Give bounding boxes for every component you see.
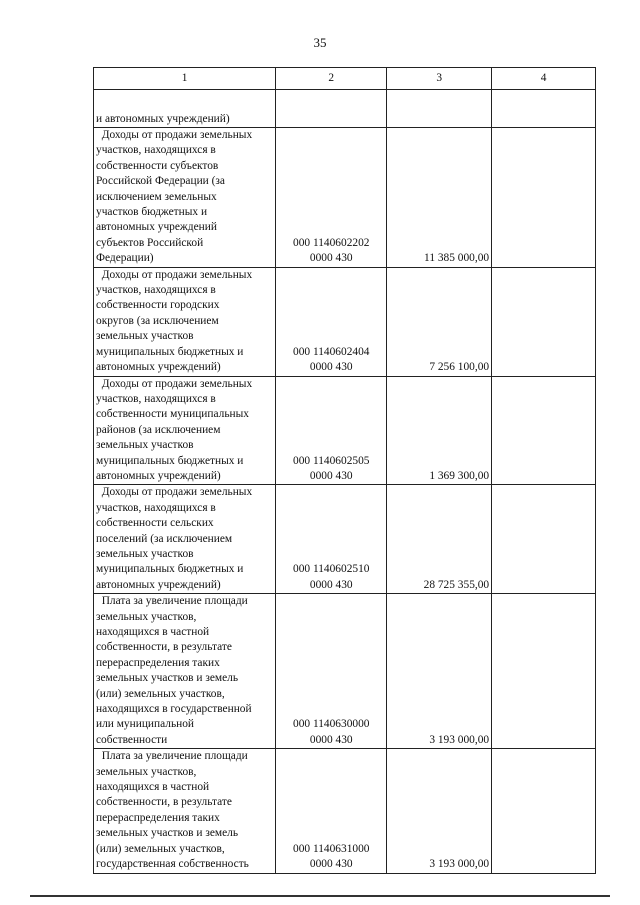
table-row [94, 594, 596, 749]
column-header-2: 2 [276, 68, 387, 90]
row-description: Доходы от продажи земельных участков, находящихся в собственности субъектов Российской Федерации (за исключением земельных участков бюджетных и автономных учреждений субъектов Российской Федерации) [94, 128, 276, 268]
row-amount: 3 193 000,00 [387, 594, 492, 749]
table-row [94, 749, 596, 873]
row-description: Плата за увеличение площади земельных участков, находящихся в частной собственности, в результате перераспределения таких земельных участков и земель (или) земельных участков, находящихся в государственной или муниципальной собственности [94, 594, 276, 749]
revenue-table [93, 67, 596, 874]
row-code: 000 1140602510 0000 430 [276, 485, 387, 594]
row-col4 [492, 376, 596, 485]
row-code: 000 1140602505 0000 430 [276, 376, 387, 485]
row-amount: 7 256 100,00 [387, 267, 492, 376]
row-code: 000 1140631000 0000 430 [276, 749, 387, 873]
row-col4 [492, 90, 596, 128]
row-amount [387, 90, 492, 128]
row-col4 [492, 485, 596, 594]
row-code: 000 1140602404 0000 430 [276, 267, 387, 376]
table-row [94, 376, 596, 485]
table-row [94, 485, 596, 594]
row-description: Плата за увеличение площади земельных участков, находящихся в частной собственности, в результате перераспределения таких земельных участков и земель (или) земельных участков, государственная собственность [94, 749, 276, 873]
row-description: и автономных учреждений) [94, 90, 276, 128]
row-description: Доходы от продажи земельных участков, находящихся в собственности городских округов (за исключением земельных участков муниципальных бюджетных и автономных учреждений) [94, 267, 276, 376]
row-amount: 1 369 300,00 [387, 376, 492, 485]
row-code: 000 1140602202 0000 430 [276, 128, 387, 268]
row-col4 [492, 128, 596, 268]
table-row [94, 90, 596, 128]
row-amount: 28 725 355,00 [387, 485, 492, 594]
row-col4 [492, 749, 596, 873]
row-col4 [492, 267, 596, 376]
row-code: 000 1140630000 0000 430 [276, 594, 387, 749]
row-amount: 11 385 000,00 [387, 128, 492, 268]
column-header-3: 3 [387, 68, 492, 90]
row-description: Доходы от продажи земельных участков, находящихся в собственности муниципальных районов (за исключением земельных участков муниципальных бюджетных и автономных учреждений) [94, 376, 276, 485]
row-amount: 3 193 000,00 [387, 749, 492, 873]
row-code [276, 90, 387, 128]
column-header-1: 1 [94, 68, 276, 90]
table-row [94, 128, 596, 268]
row-col4 [492, 594, 596, 749]
column-header-4: 4 [492, 68, 596, 90]
row-description: Доходы от продажи земельных участков, находящихся в собственности сельских поселений (за исключением земельных участков муниципальных бюджетных и автономных учреждений) [94, 485, 276, 594]
header-row [94, 68, 596, 90]
table-row [94, 267, 596, 376]
page-bottom-rule [30, 895, 610, 897]
page-number: 35 [313, 35, 327, 50]
